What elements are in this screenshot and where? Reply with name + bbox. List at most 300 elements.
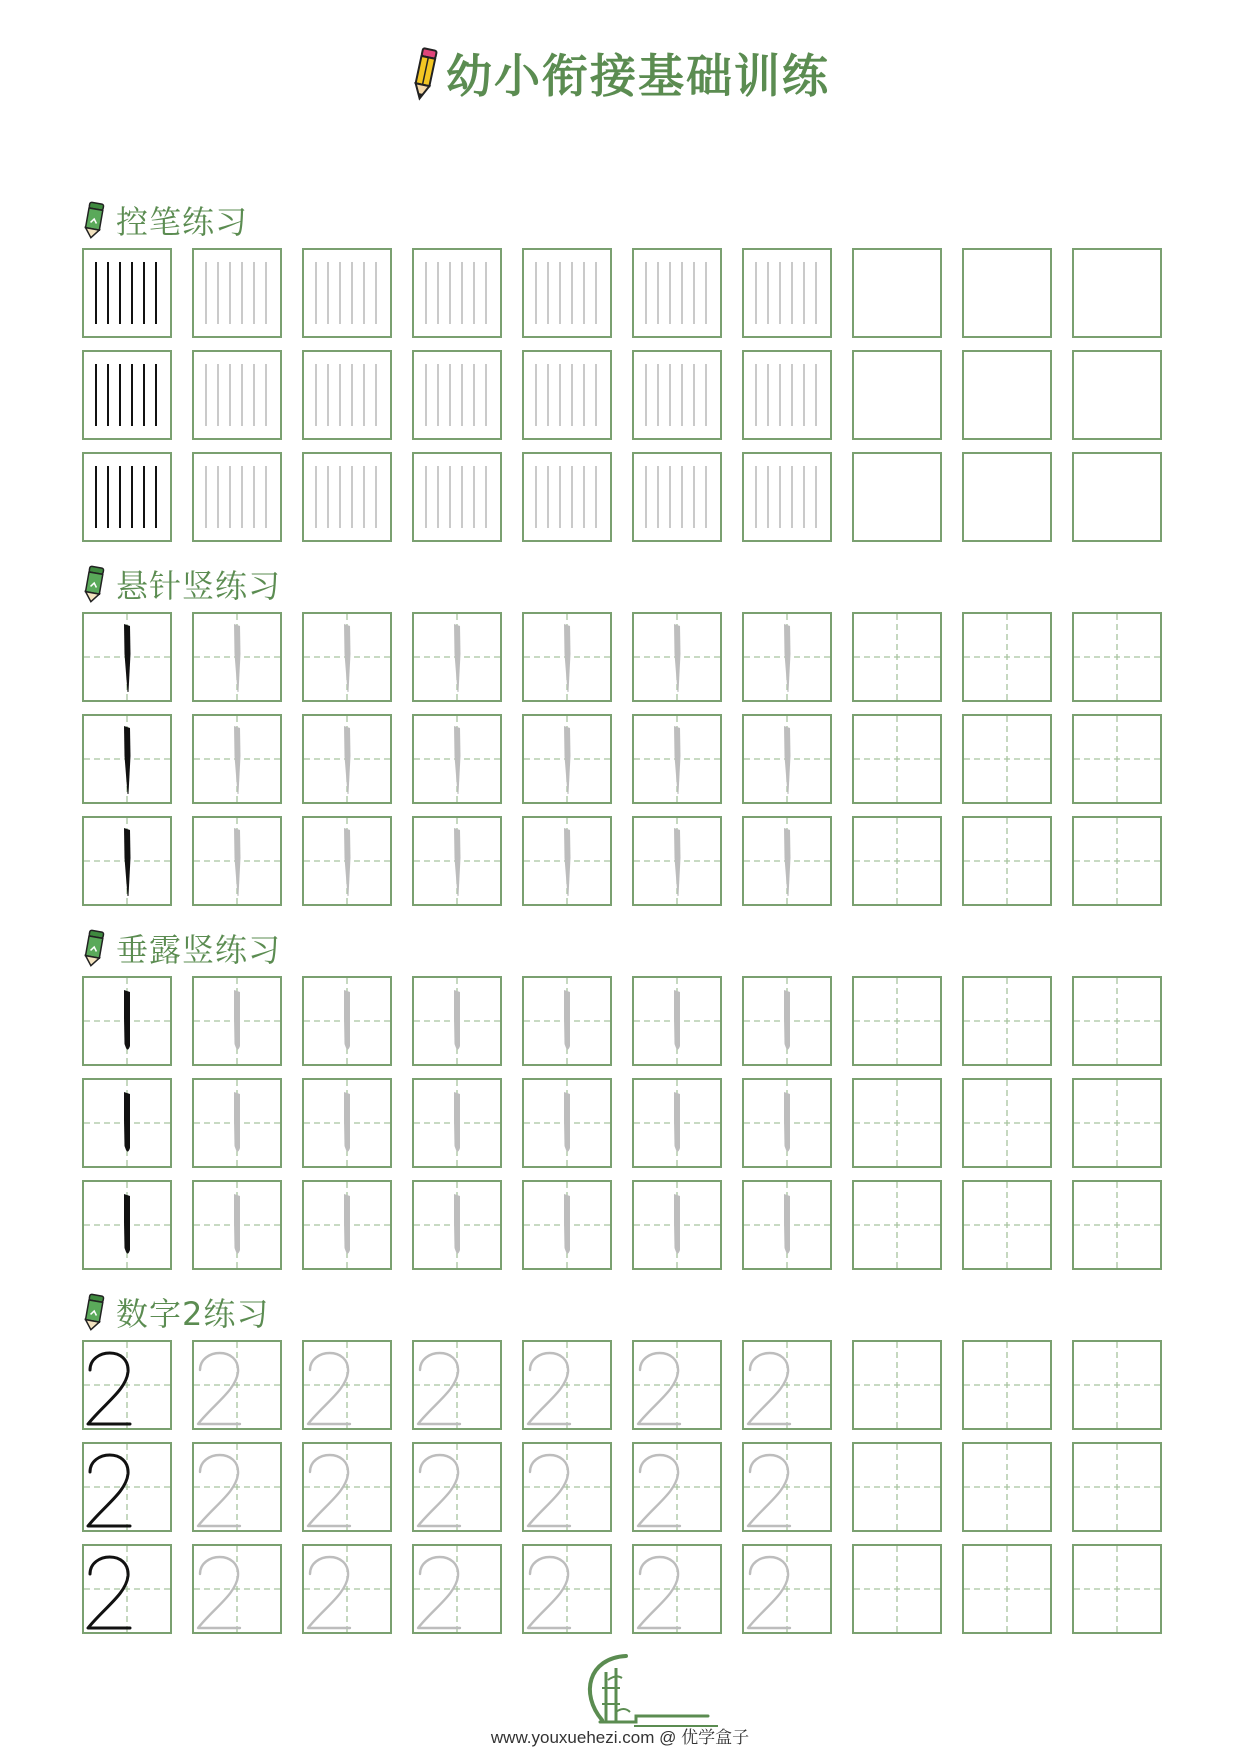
practice-section	[82, 196, 1162, 554]
trace-cell	[742, 248, 832, 338]
trace-stroke	[564, 828, 571, 896]
cell-drawing	[304, 352, 390, 438]
pencil-icon	[410, 45, 440, 101]
model-cell	[82, 976, 172, 1066]
trace-cell	[742, 612, 832, 702]
cell-drawing	[1074, 818, 1160, 904]
section-title: 控笔练习	[116, 203, 249, 241]
trace-cell	[192, 816, 282, 906]
trace-stroke	[646, 364, 706, 426]
model-cell	[82, 248, 172, 338]
trace-cell	[412, 1544, 502, 1634]
cell-drawing	[524, 454, 610, 540]
cell-drawing	[524, 978, 610, 1064]
cell-drawing	[524, 818, 610, 904]
grid-row	[82, 350, 1162, 440]
blank-writing-cell	[962, 452, 1052, 542]
trace-cell	[192, 350, 282, 440]
cell-drawing	[414, 1080, 500, 1166]
cell-drawing	[414, 1342, 500, 1428]
cell-drawing	[964, 1444, 1050, 1530]
trace-cell	[522, 714, 612, 804]
model-stroke	[96, 364, 156, 426]
trace-cell	[632, 1340, 722, 1430]
blank-writing-cell	[962, 816, 1052, 906]
trace-cell	[632, 452, 722, 542]
cell-drawing	[1074, 1080, 1160, 1166]
trace-cell	[302, 1544, 392, 1634]
blank-writing-cell	[962, 248, 1052, 338]
cell-drawing	[84, 454, 170, 540]
model-stroke	[88, 1455, 130, 1526]
grid-row	[82, 452, 1162, 542]
trace-cell	[192, 1078, 282, 1168]
grid-row	[82, 1078, 1162, 1168]
model-cell	[82, 452, 172, 542]
bamboo-logo-icon	[558, 1650, 728, 1734]
model-cell	[82, 612, 172, 702]
cell-drawing	[414, 1546, 500, 1632]
trace-stroke	[784, 828, 791, 896]
blank-writing-cell	[1072, 714, 1162, 804]
grid-row	[82, 976, 1162, 1066]
trace-stroke	[308, 1353, 350, 1424]
trace-cell	[522, 612, 612, 702]
trace-stroke	[344, 990, 350, 1050]
cell-drawing	[854, 454, 940, 540]
trace-cell	[412, 1340, 502, 1430]
model-stroke	[124, 726, 131, 794]
cell-drawing	[304, 1342, 390, 1428]
writing-grid	[82, 976, 1162, 1270]
trace-cell	[522, 1544, 612, 1634]
trace-cell	[632, 976, 722, 1066]
cell-drawing	[744, 454, 830, 540]
cell-drawing	[1074, 1444, 1160, 1530]
section-header	[82, 924, 1162, 972]
trace-stroke	[674, 726, 681, 794]
model-stroke	[124, 828, 131, 896]
trace-stroke	[528, 1557, 570, 1628]
trace-stroke	[426, 262, 486, 324]
trace-stroke	[234, 624, 241, 692]
trace-cell	[522, 1078, 612, 1168]
cell-drawing	[854, 352, 940, 438]
trace-stroke	[638, 1353, 680, 1424]
section-title: 数字2练习	[116, 1295, 270, 1333]
section-title: 悬针竖练习	[116, 567, 282, 605]
model-cell	[82, 1544, 172, 1634]
trace-cell	[192, 714, 282, 804]
trace-stroke	[454, 1092, 460, 1152]
trace-stroke	[454, 726, 461, 794]
cell-drawing	[524, 716, 610, 802]
trace-stroke	[674, 990, 680, 1050]
page-title	[0, 38, 1240, 108]
cell-drawing	[1074, 1342, 1160, 1428]
trace-stroke	[564, 1194, 570, 1254]
model-stroke	[124, 990, 130, 1050]
trace-cell	[192, 1340, 282, 1430]
title-text: 幼小衔接基础训练	[446, 49, 830, 103]
cell-drawing	[744, 614, 830, 700]
trace-cell	[302, 714, 392, 804]
cell-drawing	[304, 1546, 390, 1632]
trace-stroke	[564, 1092, 570, 1152]
trace-stroke	[308, 1455, 350, 1526]
trace-cell	[412, 612, 502, 702]
cell-drawing	[84, 614, 170, 700]
trace-cell	[302, 976, 392, 1066]
blank-writing-cell	[852, 1078, 942, 1168]
trace-cell	[742, 452, 832, 542]
model-stroke	[96, 466, 156, 528]
cell-drawing	[414, 454, 500, 540]
writing-grid	[82, 1340, 1162, 1634]
blank-writing-cell	[1072, 612, 1162, 702]
model-cell	[82, 816, 172, 906]
trace-stroke	[234, 1092, 240, 1152]
trace-cell	[522, 1180, 612, 1270]
blank-writing-cell	[962, 1078, 1052, 1168]
trace-stroke	[344, 726, 351, 794]
trace-cell	[192, 612, 282, 702]
model-stroke	[96, 262, 156, 324]
cell-drawing	[524, 1546, 610, 1632]
blank-writing-cell	[852, 248, 942, 338]
cell-drawing	[1074, 978, 1160, 1064]
grid-row	[82, 248, 1162, 338]
trace-cell	[522, 350, 612, 440]
cell-drawing	[744, 1182, 830, 1268]
trace-cell	[302, 1442, 392, 1532]
trace-stroke	[638, 1455, 680, 1526]
cell-drawing	[84, 1444, 170, 1530]
cell-drawing	[414, 1444, 500, 1530]
cell-drawing	[634, 1444, 720, 1530]
trace-stroke	[564, 726, 571, 794]
blank-writing-cell	[1072, 1180, 1162, 1270]
cell-drawing	[964, 1342, 1050, 1428]
cell-drawing	[854, 716, 940, 802]
trace-stroke	[198, 1557, 240, 1628]
trace-stroke	[784, 624, 791, 692]
trace-cell	[412, 816, 502, 906]
model-cell	[82, 350, 172, 440]
trace-stroke	[344, 828, 351, 896]
trace-stroke	[426, 466, 486, 528]
blank-writing-cell	[962, 1544, 1052, 1634]
trace-stroke	[344, 1092, 350, 1152]
trace-cell	[412, 1078, 502, 1168]
blank-writing-cell	[1072, 452, 1162, 542]
trace-stroke	[234, 1194, 240, 1254]
trace-cell	[412, 1442, 502, 1532]
cell-drawing	[634, 716, 720, 802]
cell-drawing	[964, 454, 1050, 540]
cell-drawing	[524, 614, 610, 700]
trace-stroke	[536, 364, 596, 426]
cell-drawing	[634, 1080, 720, 1166]
footer-text: www.youxuehezi.com @ 优学盒子	[490, 1728, 750, 1747]
cell-drawing	[84, 1080, 170, 1166]
cell-drawing	[964, 978, 1050, 1064]
cell-drawing	[304, 1444, 390, 1530]
model-cell	[82, 1078, 172, 1168]
cell-drawing	[854, 1444, 940, 1530]
blank-writing-cell	[852, 452, 942, 542]
cell-drawing	[854, 1342, 940, 1428]
cell-drawing	[84, 716, 170, 802]
model-cell	[82, 1340, 172, 1430]
cell-drawing	[194, 978, 280, 1064]
cell-drawing	[524, 1342, 610, 1428]
trace-cell	[632, 1180, 722, 1270]
blank-writing-cell	[1072, 350, 1162, 440]
cell-drawing	[304, 1182, 390, 1268]
blank-writing-cell	[852, 976, 942, 1066]
trace-cell	[632, 714, 722, 804]
trace-cell	[412, 350, 502, 440]
trace-cell	[632, 1078, 722, 1168]
trace-stroke	[198, 1455, 240, 1526]
trace-stroke	[206, 466, 266, 528]
blank-writing-cell	[1072, 1340, 1162, 1430]
cell-drawing	[964, 614, 1050, 700]
cell-drawing	[964, 716, 1050, 802]
trace-stroke	[454, 990, 460, 1050]
trace-stroke	[418, 1353, 460, 1424]
blank-writing-cell	[852, 1544, 942, 1634]
cell-drawing	[194, 1080, 280, 1166]
blank-writing-cell	[852, 350, 942, 440]
trace-stroke	[316, 466, 376, 528]
blank-writing-cell	[852, 1180, 942, 1270]
trace-stroke	[316, 262, 376, 324]
grid-row	[82, 1180, 1162, 1270]
trace-cell	[632, 816, 722, 906]
model-cell	[82, 714, 172, 804]
trace-cell	[742, 714, 832, 804]
trace-cell	[302, 816, 392, 906]
trace-stroke	[418, 1455, 460, 1526]
trace-stroke	[234, 990, 240, 1050]
cell-drawing	[854, 614, 940, 700]
trace-stroke	[528, 1455, 570, 1526]
trace-stroke	[454, 1194, 460, 1254]
trace-cell	[632, 612, 722, 702]
cell-drawing	[194, 1444, 280, 1530]
trace-stroke	[756, 262, 816, 324]
cell-drawing	[634, 818, 720, 904]
cell-drawing	[634, 614, 720, 700]
practice-section	[82, 1288, 1162, 1646]
cell-drawing	[854, 250, 940, 336]
trace-stroke	[646, 262, 706, 324]
cell-drawing	[854, 1546, 940, 1632]
cell-drawing	[194, 1182, 280, 1268]
trace-stroke	[756, 364, 816, 426]
model-cell	[82, 1180, 172, 1270]
cell-drawing	[634, 978, 720, 1064]
cell-drawing	[634, 1182, 720, 1268]
grid-row	[82, 1442, 1162, 1532]
trace-stroke	[564, 990, 570, 1050]
cell-drawing	[304, 614, 390, 700]
trace-cell	[412, 976, 502, 1066]
grid-row	[82, 1340, 1162, 1430]
trace-cell	[742, 350, 832, 440]
trace-cell	[632, 1544, 722, 1634]
cell-drawing	[194, 716, 280, 802]
green-pencil-icon	[82, 565, 106, 603]
section-header	[82, 1288, 1162, 1336]
cell-drawing	[524, 1444, 610, 1530]
cell-drawing	[854, 978, 940, 1064]
trace-cell	[192, 1544, 282, 1634]
trace-cell	[192, 1442, 282, 1532]
green-pencil-icon	[82, 201, 106, 239]
cell-drawing	[744, 1080, 830, 1166]
cell-drawing	[1074, 250, 1160, 336]
blank-writing-cell	[962, 714, 1052, 804]
cell-drawing	[1074, 352, 1160, 438]
blank-writing-cell	[962, 612, 1052, 702]
trace-cell	[522, 248, 612, 338]
blank-writing-cell	[1072, 816, 1162, 906]
cell-drawing	[854, 1080, 940, 1166]
trace-cell	[742, 1340, 832, 1430]
trace-stroke	[344, 624, 351, 692]
cell-drawing	[304, 716, 390, 802]
cell-drawing	[84, 1342, 170, 1428]
trace-stroke	[674, 828, 681, 896]
trace-cell	[192, 248, 282, 338]
trace-cell	[522, 1340, 612, 1430]
model-stroke	[88, 1353, 130, 1424]
grid-row	[82, 714, 1162, 804]
writing-grid	[82, 612, 1162, 906]
cell-drawing	[744, 250, 830, 336]
cell-drawing	[304, 978, 390, 1064]
cell-drawing	[194, 454, 280, 540]
cell-drawing	[744, 818, 830, 904]
cell-drawing	[414, 716, 500, 802]
trace-stroke	[674, 1194, 680, 1254]
trace-cell	[302, 1078, 392, 1168]
cell-drawing	[964, 1182, 1050, 1268]
cell-drawing	[964, 1546, 1050, 1632]
cell-drawing	[414, 1182, 500, 1268]
cell-drawing	[964, 352, 1050, 438]
cell-drawing	[414, 818, 500, 904]
blank-writing-cell	[852, 612, 942, 702]
trace-cell	[632, 350, 722, 440]
trace-stroke	[316, 364, 376, 426]
blank-writing-cell	[962, 1180, 1052, 1270]
trace-cell	[742, 976, 832, 1066]
trace-cell	[302, 248, 392, 338]
trace-stroke	[308, 1557, 350, 1628]
blank-writing-cell	[1072, 1078, 1162, 1168]
cell-drawing	[634, 1342, 720, 1428]
cell-drawing	[634, 1546, 720, 1632]
section-header	[82, 196, 1162, 244]
trace-cell	[522, 976, 612, 1066]
blank-writing-cell	[962, 976, 1052, 1066]
model-stroke	[124, 1194, 130, 1254]
green-pencil-icon	[82, 1293, 106, 1331]
cell-drawing	[84, 250, 170, 336]
trace-cell	[302, 1180, 392, 1270]
blank-writing-cell	[1072, 976, 1162, 1066]
blank-writing-cell	[1072, 248, 1162, 338]
trace-stroke	[674, 624, 681, 692]
cell-drawing	[964, 250, 1050, 336]
cell-drawing	[194, 818, 280, 904]
cell-drawing	[1074, 1546, 1160, 1632]
blank-writing-cell	[852, 816, 942, 906]
trace-cell	[742, 1442, 832, 1532]
cell-drawing	[634, 250, 720, 336]
cell-drawing	[304, 1080, 390, 1166]
trace-stroke	[784, 990, 790, 1050]
practice-section	[82, 560, 1162, 918]
trace-stroke	[784, 726, 791, 794]
grid-row	[82, 612, 1162, 702]
trace-stroke	[418, 1557, 460, 1628]
trace-stroke	[748, 1455, 790, 1526]
trace-cell	[742, 1078, 832, 1168]
trace-stroke	[756, 466, 816, 528]
cell-drawing	[194, 250, 280, 336]
cell-drawing	[744, 1342, 830, 1428]
cell-drawing	[414, 614, 500, 700]
blank-writing-cell	[852, 1442, 942, 1532]
blank-writing-cell	[962, 1442, 1052, 1532]
green-pencil-icon	[82, 929, 106, 967]
trace-cell	[742, 1180, 832, 1270]
cell-drawing	[84, 1182, 170, 1268]
cell-drawing	[1074, 614, 1160, 700]
cell-drawing	[634, 352, 720, 438]
blank-writing-cell	[962, 1340, 1052, 1430]
section-title: 垂露竖练习	[116, 931, 282, 969]
model-cell	[82, 1442, 172, 1532]
cell-drawing	[744, 978, 830, 1064]
cell-drawing	[194, 1342, 280, 1428]
cell-drawing	[84, 352, 170, 438]
trace-stroke	[454, 828, 461, 896]
trace-cell	[412, 248, 502, 338]
blank-writing-cell	[1072, 1442, 1162, 1532]
trace-cell	[192, 452, 282, 542]
trace-stroke	[674, 1092, 680, 1152]
cell-drawing	[194, 352, 280, 438]
trace-cell	[412, 452, 502, 542]
trace-stroke	[536, 262, 596, 324]
cell-drawing	[744, 1546, 830, 1632]
cell-drawing	[524, 250, 610, 336]
blank-writing-cell	[852, 714, 942, 804]
trace-stroke	[206, 262, 266, 324]
cell-drawing	[524, 352, 610, 438]
trace-stroke	[784, 1194, 790, 1254]
blank-writing-cell	[1072, 1544, 1162, 1634]
trace-cell	[302, 350, 392, 440]
cell-drawing	[854, 818, 940, 904]
cell-drawing	[194, 614, 280, 700]
